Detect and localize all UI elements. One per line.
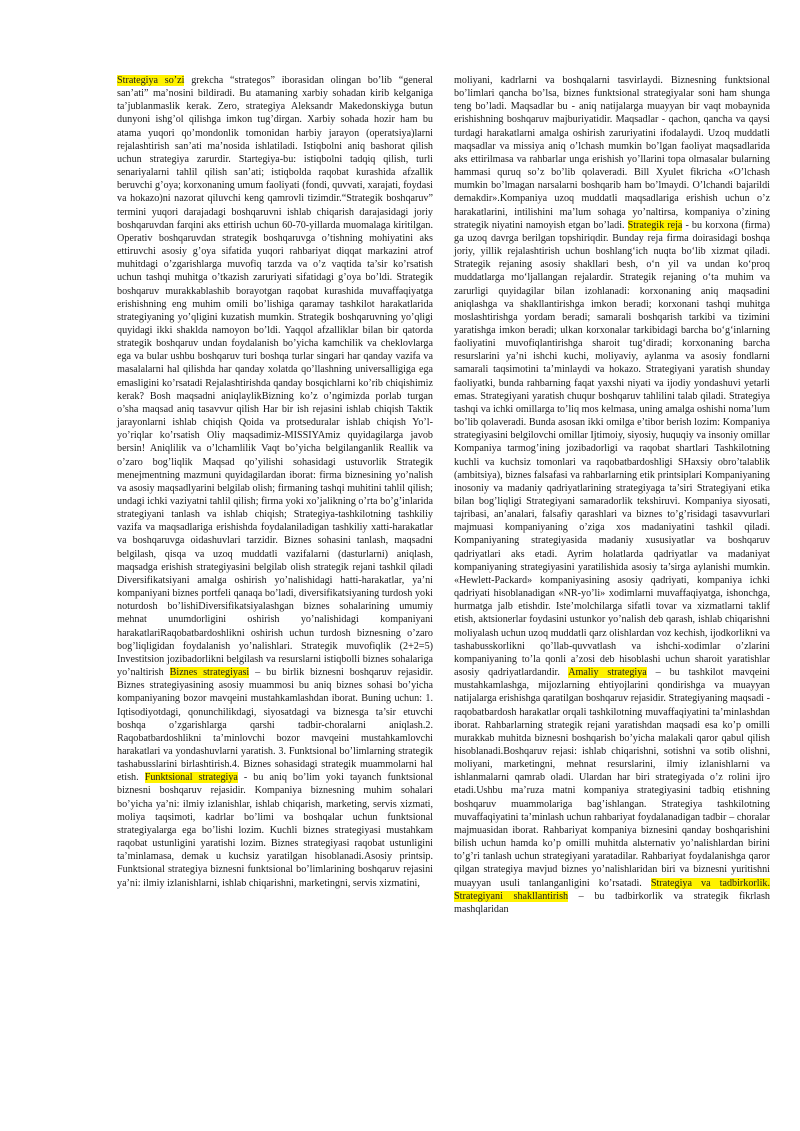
highlighted-term: Biznes strategiyasi [169, 667, 250, 679]
right-column [454, 74, 770, 916]
highlighted-term: Amaliy strategiya [568, 667, 647, 679]
body-text: moliyani, kadrlarni va boshqalarni tasvirlaydi. Biznesning funktsional bo’limlari qancha bo’lsa, biznes funktsional strategiyalar soni ham shunga teng bo’ladi. Maqsadlar bu - aniq natijalarga muayyan bir vaqt mobaynida erishishning boshqaruv majburiyatidir. Maqsadlar - qachon, qancha va qaysi turdagi harakatlarni amalga oshirish zaruriyatini ifodalaydi. Uzoq muddatli maqsadlar va missiya aniq o’lchash mumkin bo’lgan faoliyat maqsadlarida aks ettirilmasa va rahbarlar unga erishish yo’llarini topa olmasalar bularning hammasi quruq so’z bo’lib qolaveradi. Bill Xyulet fikricha «O’lchash mumkin bo’lmagan narsalarni boshqarib ham bo’lmaydi. O’lchandi bajarildi demakdir».Kompaniya uzoq muddatli maqsadlariga erishish uchun o’z harakatlarini, intilishini ma’lum sohaga yo’naltirsa, kompaniya o’zining strategik niyatini namoyish etgan bo’ladi. [454, 75, 770, 231]
left-column-text [117, 74, 433, 890]
highlighted-term: Strategiya va tadbirkorlik. Strategiyani shakllantirish [454, 877, 770, 902]
right-column-text [454, 74, 770, 916]
body-text: – bu birlik biznesni boshqaruv rejasidir. Biznes strategiyasining asosiy muammosi bu aniq biznes sohasi bo’yicha kompaniyaning bozor mavqeini mustahkamlashdan iborat. Buning uchun: 1. Iqtisodiyotdagi, qonunchilikdagi, siyosatdagi va biznesga ta’sir etuvchi boshqa o’zgarishlarga qarshi tadbir-choralarni aniqlash.2. Raqobatbardoshlikni ta’minlovchi bozor mavqeini mustahkamlovchi harakatlari va yondashuvlarni yaratish. 3. Funktsional bo’limlarning strategik tashabusslarini birlashtirish.4. Biznes sohasidagi strategik muammolarni hal etish. [117, 667, 434, 784]
body-text: - bu korxona (firma) ga uzoq davrga berilgan topshiriqdir. Bunday reja firma doirasidagi boshqa joriy, yillik rejalashtirish uchun boshlang‘ich nuqta bo‘lib xizmat qiladi. Strategik rejaning asosiy shakllari besh, o‘n yil va undan ko‘proq muddatlarga mo‘ljallangan rejalardir. Strategik rejaning o‘ta muhim va zarurligi quyidagilar bilan izohlanadi: korxonaning aniq maqsadini aniqlashga va shakllantirishga imkon beradi; korxonani tashqi muhitga moslashtirishga yordam beradi; samarali boshqarish tarkibi va tizimini yaratishga imkon beradi; ulkan korxonalar tarkibidagi barcha bo‘g‘inlarning faoliyatini muvofiqlantirishga sharoit tug‘diradi; korxonaning barcha resurslarini ya’ni ishchi kuchi, moliyaviy, aylanma va asosiy fondlarni samarali taqsimotini ta’minlaydi va hokazo. Strategiyani yaratish shunday faoliyatki, bunda rahbarning faqat yaxshi niyati va ijodiy yondashuvi yetarli emas. Strategiyani yaratish chuqur boshqaruv tahlilini talab qiladi. Strategiya tashqi va ichki omillarga to’liq mos kelmasa, uning amalga oshishi noma’lum bo’lib qolaveradi. Bunda asosan ikki omilga e’tibor berish lozim: Kompaniya strategiyasini belgilovchi omillar Ijtimoiy, siyosiy, huquqiy va insoniy omillar Kompaniya tarmog’ining jozibadorligi va raqobat shartlari Tashkilotning kuchli va kuchsiz tomonlari va raqobatbardoshligi SHaxsiy obro’talablik (ambitsiya), biznes falsafasi va rahbarlarning etik printsiplari Kompaniyaning inosoniy va madaniy qadriyatlarining strategiyaga ta’siri Strategiyani etika bilan bog’liqligi Strategiyani samaradorlik tekshiruvi. Kompaniya siyosati, tajribasi, an’analari, falsafiy qarashlari va biznes to’g’risidagi tasavvurlari majmuasi kompaniyaning o’ziga xos madaniyatini tashkil qiladi. Kompaniyaning strategiyasida madaniy xususiyatlar va boshqaruv qadriyatlari aks etadi. Ayrim holatlarda qadriyatlar va madaniyat kompaniyaning strategiyasini yaratilishida asosiy ta’sirga aylanishi mumkin. «Hewlett-Packard» kompaniyasining asosiy qadriyati, kompaniya ichki qadriyati hisoblanadigan «NR-yo’li» xodimlarni muvaffaqiyatga, ishonchga, hurmatga jalb etishdir. Iste’molchilarga sifatli tovar va xizmatlarni taklif etish, aktsionerlar foydasini ustunkor yo’nalish deb qarash, ishlab chiqarishni moliyalash uchun uzoq muddatli qarz olishlardan voz kechish, ijodkorlikni va tashabusskorlikni qo’llab-quvvatlash va ishchi-xodimlar o’zlarini kompaniyaning to’la qonli a’zosi deb hisoblashi uchun sharoit yaratishlar asosiy qadriyatlardandir. [454, 219, 770, 679]
highlighted-term: Strategik reja [627, 219, 683, 231]
left-column [117, 74, 433, 890]
body-text: - bu aniq bo’lim yoki tayanch funktsional biznesni boshqaruv rejasidir. Kompaniya biznesning muhim sohalari bo’yicha ya’ni: ilmiy izlanishlar, ishlab chiqarish, marketing, servis xizmati, moliya taqsimoti, kadrlar bo’limi va boshqalar uchun funktsional strategiyalarga ega bo’lishi lozim. Kuchli biznes strategiyasi mustahkam raqobat ustunligini yaratishi lozim. Biznes strategiyasi raqobat ustunligini ta’minlamasa, demak u kuchsiz yaratilgan hisoblanadi.Asosiy printsip. Funktsional strategiya biznesni funktsional bo’limlarining boshqaruv rejasini ya’ni: ilmiy izlanishlarni, ishlab chiqarishni, marketingni, servis xizmatini, [117, 772, 434, 889]
body-text: grekcha “strategos” iborasidan olingan bo’lib “general san’ati” ma’nosini bildiradi. Bu atamaning xarbiy sohadan kirib kelganiga ta’jublanmaslik kerak. Zero, strategiya Aleksandr Makedonskiyga butun dunyoni ishg’ol qilishga imkon tug’dirgan. Xarbiy sohada hozir ham bu atama yuqori qo’mondonlik tomonidan harbiy jarayon (operatsiya)larni rejalashtirish san’ati ma’nosida ishlatiladi. Istiqbolni aniq bashorat qilish uchun strategiya zarurdir. Startegiya-bu: istiqbolni tadqiq qilish, turli senariyalarni tahlil qilish san’ati; istiqbolda raqobat kurashida afzallik beruvchi g’oya; korxonaning umum faoliyati (fondi, quvvati, xarajati, foydasi va hokazo)ni nazorat qiluvchi keng qamrovli tizimdir.“Strategik boshqaruv” termini yuqori darajadagi boshqaruvni ishlab chiqarish darajasidagi joriy boshqaruvdan farqini aks ettirish uchun 60-70-yillarda muomalaga kiritilgan. Operativ boshqaruvdan strategik boshqaruvga o’tishning mohiyatini aks ettiruvchi asosiy g’oya sifatida yuqori rahbariyat diqqat markazini atrof muhitdagi o’zgarishlarga muvofiq tarzda va o’z vaqtida ta’sir ko’rsatish uchun tashqi muhitga o’tkazish zaruriyati sifatidagi g’oya bo’ldi. Strategik boshqaruv murakkablashib borayotgan raqobat kurashida muvaffaqiyatga erishishning eng muhim omili bo’lishiga qaramay tashkilot harakatlarida strategiyaning yo’qligini kuzatish mumkin. Strategik boshqaruvning yo’qligi quyidagi ikki shaklda namoyon bo’ldi. Yaqqol afzalliklar bilan bir qatorda strategik boshqaruv undan foydalanish bo’yicha kamchilik va cheklovlarga ega va bular ushbu boshqaruv turi boshqa turlar singari har qanday vazifa va masalalarni hal qilishda har qanday xolatda qo’llashning universalligiga ega emasligini ko’rsatadi Rejalashtirishda qanday bosqichlarni ko’rib chiqishimiz kerak? Bosh maqsadni aniqlaylikBizning ko’z o’ngimizda porlab turgan o’sha maqsad aniq tasavvur qilish Har bir ish rejasini ishlab chiqish Taktik jarayonlarni ishlab chiqish Qoida va protseduralar ishlab chiqish Yo’l-yo’riqlar ko’rsatish Oliy maqsadimiz-MISSIYAmiz quyidagilarga javob bersin! Aniqlilik va o’lchamlilik Vaqt bo’yicha belgilanganlik Reallik va o’zaro bog’liqlik Maqsad qo’yilishi sohasidagi ustuvorlik Strategik menejmentning mazmuni quyidagilardan iborat: firma biznesining yo’nalish va asosiy maqsadlyarini belgilab olish; firmaning tashqi muhitini tahlil qilish; undagi ichki vaziyatni tahlil qilish; firma yoki xo’jalikning o’rta bo’g’inlarida strategiyani tanlash va ishlab chiqish; Strategiya-tashkilotning tashkiliy vazifa va maqsadlariga erishishda foydalaniladigan tashkiliy xatti-harakatlar va boshqaruvga oidashuvlari tarzidir. Biznes sohasini tanlash, maqsadni belgilash, qisqa va uzoq muddatli vazifalarni (dasturlarni) aniqlash, maqsadga erishish strategiyasini belgilab olish strategik rejani tashkil qiladi Diversifikatsiyani amalga oshirish yo’nalishidagi hatti-harakatlar, ya’ni kompaniyani biznes portfeli qanaqa bo’ladi, diversifikatsiyaning turdosh yoki noturdosh bo’lishiDiversifikatsiyalashgan biznes sohalarining umumiy mehnat unumdorligini oshirish yo’nalishidagi kompaniyani harakatlariRaqobatbardoshlikni oshirish uchun turdosh biznesning o’zaro bog’liqligidan foydalanish yo’nalishlari. Strategik muvofiqlik (2+2=5) Investitsion jozibadorlikni belgilash va resurslarni istiqbolli biznes sohalariga yo’naltirish [117, 75, 433, 679]
highlighted-term: Strategiya so’zi [117, 75, 185, 86]
body-text: – bu tadbirkorlik va strategik fikrlash mashqlaridan [454, 890, 770, 915]
body-text: – bu tashkilot mavqeini mustahkamlashga, mijozlarning ehtiyojlarini qondirishga va muayyan natijalarga erishishga qaratilgan boshqaruv rejasidir. Strategiyaning maqsadi - raqobatbardosh harakatlar orqali tashkilotning muvaffaqiyatini ta’minlashdan iborat. Rahbarlarning strategik rejani yaratishdan maqsadi esa ko’p omilli murakkab muhitda biznesni boshqarish bo’yicha malakali qaror qabul qilish hisoblanadi.Boshqaruv rejasi: ishlab chiqarishni, sotishni va sotib olishni, moliyani, marketingni, mehnat resurslarini, ilmiy izlanishlarni va ishlanmalarni qamrab oladi. Ulardan har biri strategiyada o’z rolini ijro etadi.Ushbu ma’ruza matni kompaniya strategiyasini tadbiq etishning boshqaruv muammolariga bag’ishlangan. Strategiya tashkilotning muvaffaqiyatini ta’minlash uchun rahbariyat foydalanadigan tadbir – choralar majmuasidan iborat. Rahbariyat kompaniya biznesini qanday boshqarishini bilish uchun hamda ko’p omilli muhitda alьternativ yo’nalishlardan birini to’g’ri tanlash uchun strategiyani yaratadilar. Rahbariyat foydalanishga qaror qilgan strategiya mavjud biznes yo’nalishlaridan biri va biznesni yuritishni muayyan usuli tanlanganligini ko’rsatadi. [454, 667, 770, 889]
highlighted-term: Funktsional strategiya [144, 772, 238, 784]
